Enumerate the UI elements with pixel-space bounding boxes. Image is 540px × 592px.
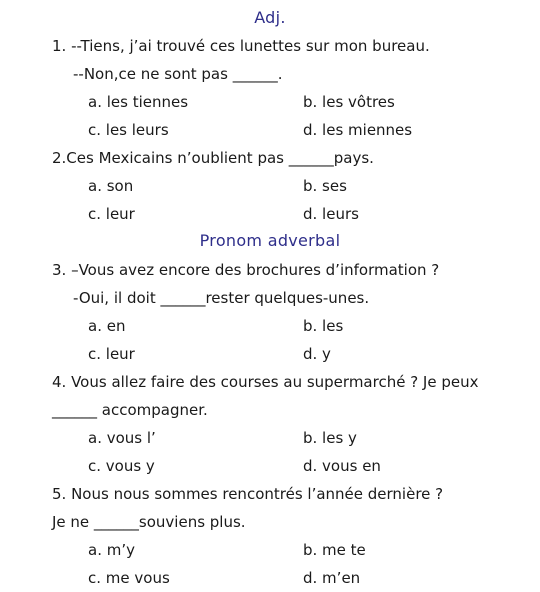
question-1-option-a: a. les tiennes xyxy=(88,93,189,111)
question-1-text: 1. --Tiens, j’ai trouvé ces lunettes sur mon bureau. xyxy=(52,37,430,55)
question-1-option-c: c. les leurs xyxy=(88,121,169,139)
question-1-option-d: d. les miennes xyxy=(303,121,413,139)
question-3-option-c: c. leur xyxy=(88,345,135,363)
question-2-text: 2.Ces Mexicains n’oublient pas ______pays. xyxy=(52,149,374,167)
question-3-option-b: b. les xyxy=(303,317,344,335)
section-title-adj: Adj. xyxy=(254,8,286,27)
question-5-option-a: a. m’y xyxy=(88,541,135,559)
question-3-text: 3. –Vous avez encore des brochures d’information ? xyxy=(52,261,440,279)
question-3-option-d: d. y xyxy=(303,345,331,363)
question-5-option-c: c. me vous xyxy=(88,569,170,587)
section-title-pronom-adverbal: Pronom adverbal xyxy=(199,231,341,250)
question-1-option-b: b. les vôtres xyxy=(303,93,395,111)
question-2-option-c: c. leur xyxy=(88,205,135,223)
question-4-option-c: c. vous y xyxy=(88,457,155,475)
question-4-option-d: d. vous en xyxy=(303,457,381,475)
question-4-text: 4. Vous allez faire des courses au supermarché ? Je peux xyxy=(52,373,479,391)
question-2-option-a: a. son xyxy=(88,177,134,195)
question-2-option-b: b. ses xyxy=(303,177,347,195)
question-5-continuation: Je ne ______souviens plus. xyxy=(52,513,246,531)
question-5-option-d: d. m’en xyxy=(303,569,361,587)
question-5-text: 5. Nous nous sommes rencontrés l’année dernière ? xyxy=(52,485,444,503)
question-3-response: -Oui, il doit ______rester quelques-unes. xyxy=(73,289,370,307)
question-4-continuation: ______ accompagner. xyxy=(52,401,208,419)
question-5-option-b: b. me te xyxy=(303,541,366,559)
question-1-response: --Non,ce ne sont pas ______. xyxy=(73,65,283,83)
question-2-option-d: d. leurs xyxy=(303,205,359,223)
question-4-option-a: a. vous l’ xyxy=(88,429,156,447)
question-3-option-a: a. en xyxy=(88,317,126,335)
question-4-option-b: b. les y xyxy=(303,429,357,447)
